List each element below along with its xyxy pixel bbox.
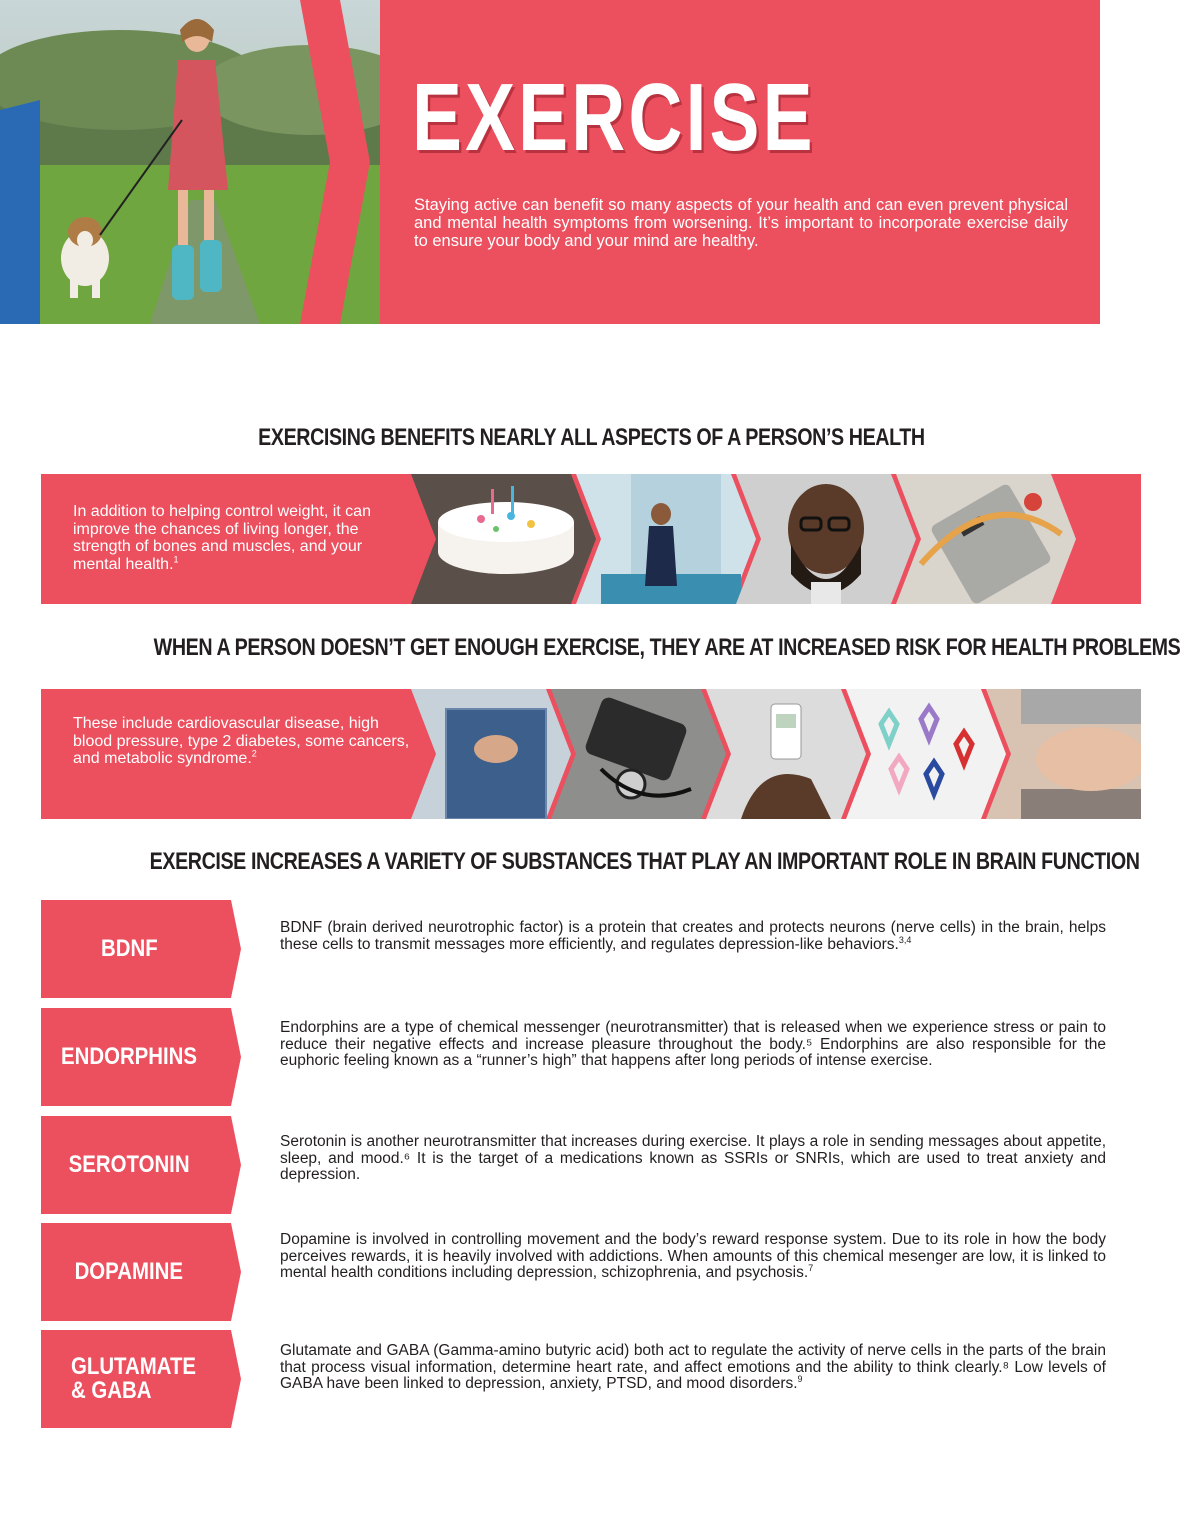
endorphins-label: ENDORPHINS — [60, 1043, 198, 1070]
benefits-photo-strip — [401, 474, 1101, 604]
dopamine-label: DOPAMINE — [74, 1258, 184, 1285]
page-title: EXERCISE — [412, 64, 816, 171]
dopamine-description: Dopamine is involved in controlling movement and the body’s reward response system. Due to its role in how the body perceives rewards, it is heavily involved with addictions. When amounts of this chemical mesenger are low, it is linked to mental health conditions including depression, schizophrenia, and psychosis.$^7$ — [280, 1231, 1106, 1281]
section-heading-brain: EXERCISE INCREASES A VARIETY OF SUBSTANCES THAT PLAY AN IMPORTANT ROLE IN BRAIN FUNCTION — [149, 848, 1140, 875]
swimmer-photo — [576, 474, 756, 604]
risks-band — [41, 689, 1141, 819]
chest-pain-photo — [411, 689, 571, 819]
awareness-ribbons-photo — [846, 689, 1006, 819]
serotonin-description: Serotonin is another neurotransmitter that increases during exercise. It plays a role in sending messages about appetite, sleep, and mood.⁶ It is the target of a medications known as SSRIs or SNRIs, which are used to treat anxiety and depression. — [280, 1133, 1106, 1183]
bdnf-description: BDNF (brain derived neurotrophic factor) is a protein that creates and protects neurons (nerve cells) in the brain, helps these cells to transmit messages more efficiently, and regulates depression-like behaviors.$^{3,4}$ — [280, 919, 1106, 953]
risks-photo-strip — [401, 689, 1141, 819]
bdnf-label: BDNF — [100, 935, 158, 962]
birthday-cake-photo — [411, 474, 596, 604]
hero-intro-text: Staying active can benefit so many aspects of your health and can even prevent physical and mental health symptoms from worsening. It’s important to incorporate exercise daily to ensure your body and your mind are healthy. — [414, 196, 1068, 250]
section-heading-risks: WHEN A PERSON DOESN’T GET ENOUGH EXERCISE, THEY ARE AT INCREASED RISK FOR HEALTH PROBLEMS — [153, 634, 1181, 661]
serotonin-label: SEROTONIN — [68, 1151, 190, 1178]
glucose-meter-photo — [706, 689, 866, 819]
thinking-man-photo — [736, 474, 916, 604]
blood-pressure-cuff-photo — [551, 689, 726, 819]
benefits-text: In addition to helping control weight, it can improve the chances of living longer, the strength of bones and muscles, and your mental health.$^1$ — [73, 503, 371, 573]
scale-tape-photo — [896, 474, 1076, 604]
section-heading-benefits: EXERCISING BENEFITS NEARLY ALL ASPECTS OF A PERSON’S HEALTH — [257, 424, 925, 451]
woman-running-with-dog-photo — [0, 0, 380, 324]
glutamate-gaba-label: GLUTAMATE & GABA — [71, 1353, 197, 1404]
hero-banner — [0, 0, 1100, 324]
risks-text: These include cardiovascular disease, high blood pressure, type 2 diabetes, some cancers, and metabolic syndrome.$^2$ — [73, 715, 410, 767]
endorphins-description: Endorphins are a type of chemical messenger (neurotransmitter) that is released when we experience stress or pain to reduce their negative effects and increase pleasure throughout the body.⁵ Endorphins are also responsible for the euphoric feeling known as a “runner’s high” that happens after long periods of intense exercise. — [280, 1019, 1106, 1069]
benefits-band — [41, 474, 1141, 604]
glutamate-gaba-description: Glutamate and GABA (Gamma-amino butyric acid) both act to regulate the activity of nerve cells in the parts of the brain that process visual information, determine heart rate, and affect emotions and the ability to think clearly.⁸ Low levels of GABA have been linked to depression, anxiety, PTSD, and mood disorders.$^9$ — [280, 1342, 1106, 1392]
belly-photo — [986, 689, 1141, 819]
